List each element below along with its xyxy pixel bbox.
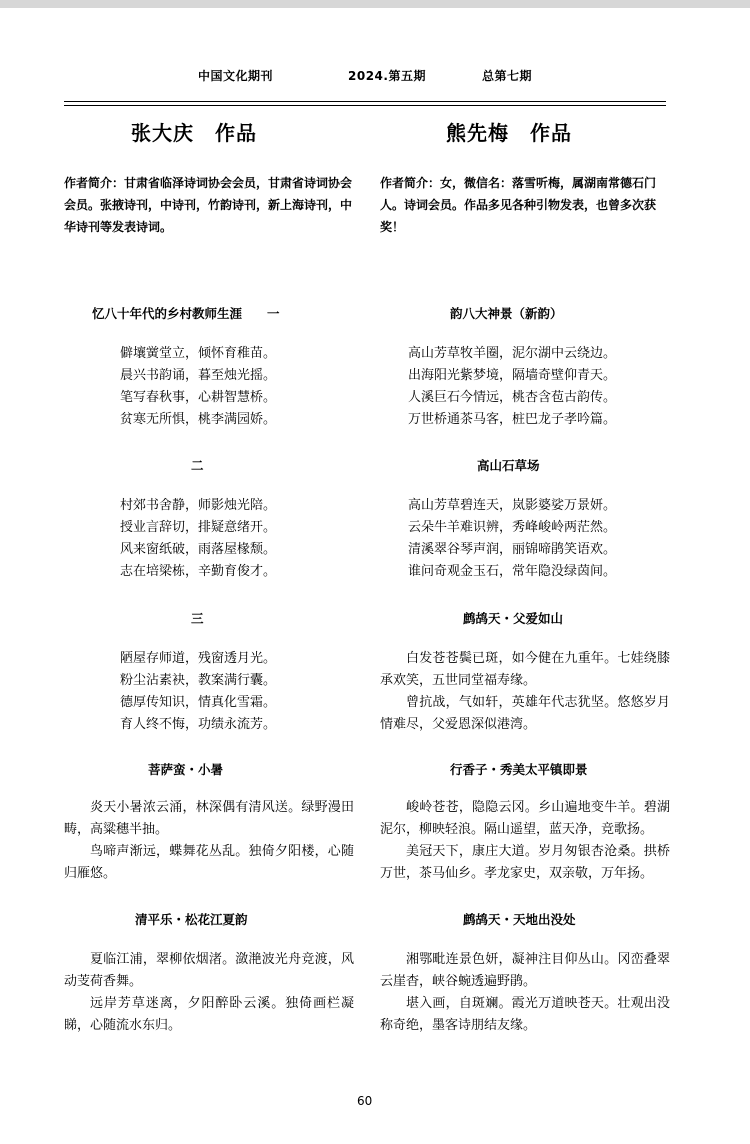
right-poem3-title: 鹧鸪天・父爱如山	[463, 611, 564, 626]
right-poem2-title: 高山石草场	[477, 458, 540, 473]
left-poem1-lines	[120, 343, 276, 431]
poem-line: 粉尘沾素袂，教案满行囊。	[120, 673, 277, 688]
left-author-bio: 作者简介：甘肃省临泽诗词协会会员，甘肃省诗词协会会员。张掖诗刊，中诗刊，竹韵诗刊，新上海诗刊，中华诗刊等发表诗词。	[64, 176, 353, 234]
left-poem3-title: 三	[191, 611, 204, 626]
poem-paragraph: 湘鄂毗连景色妍，凝神注目仰丛山。冈峦叠翠云崖杳，峡谷蜿透遍野鹃。	[380, 952, 670, 989]
poem-line: 晨兴书韵诵，暮至烛光摇。	[120, 368, 277, 383]
left-poem2-title: 二	[191, 458, 204, 473]
poem-paragraph: 美冠天下，康庄大道。岁月匆银杏沧桑。拱桥万世，茶马仙乡。孝龙家史，双亲敬，万年扬。	[380, 844, 670, 881]
header-rule-thick	[64, 101, 666, 102]
poem-paragraph: 峻岭苍苍，隐隐云冈。乡山遍地变牛羊。碧湖泥尔，柳映轻浪。隔山遥望，蓝天净，竞歌扬。	[380, 800, 670, 837]
poem-line: 育人终不悔，功绩永流芳。	[120, 717, 277, 732]
poem-line: 高山芳草牧羊圈，泥尔湖中云绕边。	[408, 346, 617, 361]
poem-paragraph: 夏临江浦，翠柳依烟渚。潋滟波光舟竞渡，风动芰荷香舞。	[64, 952, 354, 989]
poem-line: 僻壤黉堂立，倾怀育稚苗。	[120, 346, 277, 361]
poem-paragraph: 远岸芳草迷离，夕阳醉卧云溪。独倚画栏凝睇，心随流水东归。	[64, 996, 354, 1033]
poem-line: 高山芳草碧连天，岚影婆娑万景妍。	[408, 498, 617, 513]
poem-line: 谁问奇观金玉石，常年隐没绿茵间。	[408, 564, 617, 579]
poem-line: 贫寒无所惧，桃李满园娇。	[120, 412, 277, 427]
poem-line: 笔写春秋事，心耕智慧桥。	[120, 390, 277, 405]
poem-line: 志在培梁栋，辛勤育俊才。	[120, 564, 277, 579]
right-poem5-body	[380, 949, 670, 1037]
right-poem5-title: 鹧鸪天・天地出没处	[463, 912, 576, 927]
left-poem4-title: 菩萨蛮・小暑	[148, 762, 224, 777]
poem-line: 出海阳光紫梦境，隔墙奇壁仰青天。	[408, 368, 617, 383]
journal-name: 中国文化期刊	[198, 69, 274, 83]
header-rule-thin	[64, 105, 666, 106]
total-issue-label: 总第七期	[482, 69, 533, 83]
right-author-bio: 作者简介：女，微信名：落雪听梅，属湖南常德石门人。诗词会员。作品多见各种引物发表，也曾多次获奖！	[380, 176, 657, 234]
poem-line: 云朵牛羊难识辨，秀峰峻岭两茫然。	[408, 520, 617, 535]
right-poem1-lines	[408, 343, 616, 431]
left-poem3-lines	[120, 648, 276, 736]
right-poem4-body	[380, 797, 670, 885]
right-author-title: 熊先梅 作品	[446, 121, 572, 145]
poem-line: 德厚传知识，情真化雪霜。	[120, 695, 277, 710]
poem-line: 村郊书舍静，师影烛光陪。	[120, 498, 277, 513]
top-edge-bar	[0, 0, 750, 8]
issue-label: 2024.第五期	[348, 69, 426, 83]
poem-line: 陋屋存师道，残窗透月光。	[120, 651, 277, 666]
left-poem5-body	[64, 949, 354, 1037]
left-poem1-title: 忆八十年代的乡村教师生涯 一	[92, 306, 280, 321]
poem-line: 万世桥通茶马客，桩巴龙子孝吟篇。	[408, 412, 617, 427]
poem-line: 人溪巨石今情远，桃杏含苞古韵传。	[408, 390, 617, 405]
right-poem1-title: 韵八大神景（新韵）	[450, 306, 563, 321]
poem-line: 清溪翠谷琴声润，丽锦啼鹃笑语欢。	[408, 542, 617, 557]
poem-line: 风来窗纸破，雨落屋椽颓。	[120, 542, 277, 557]
poem-line: 授业言辞切，排疑意绪开。	[120, 520, 277, 535]
page-number: 60	[357, 1094, 373, 1108]
left-poem4-body	[64, 797, 354, 885]
poem-paragraph: 鸟啼声渐远，蝶舞花丛乱。独倚夕阳楼，心随归雁悠。	[64, 844, 354, 881]
right-poem4-title: 行香子・秀美太平镇即景	[450, 762, 588, 777]
poem-paragraph: 堪入画，自斑斓。霞光万道映苍天。壮观出没称奇绝，墨客诗朋结友缘。	[380, 996, 670, 1033]
poem-paragraph: 白发苍苍鬓已斑，如今健在九重年。七娃绕膝承欢笑，五世同堂福寿缘。	[380, 651, 670, 688]
left-author-title: 张大庆 作品	[131, 121, 257, 145]
poem-paragraph: 炎天小暑浓云涌，林深偶有清风送。绿野漫田畴，高粱穗半抽。	[64, 800, 354, 837]
right-poem2-lines	[408, 495, 616, 583]
right-poem3-body	[380, 648, 670, 736]
left-poem2-lines	[120, 495, 276, 583]
left-poem5-title: 清平乐・松花江夏韵	[135, 912, 248, 927]
poem-paragraph: 曾抗战，气如轩，英雄年代志犹坚。悠悠岁月情难尽，父爱恩深似港湾。	[380, 695, 670, 732]
